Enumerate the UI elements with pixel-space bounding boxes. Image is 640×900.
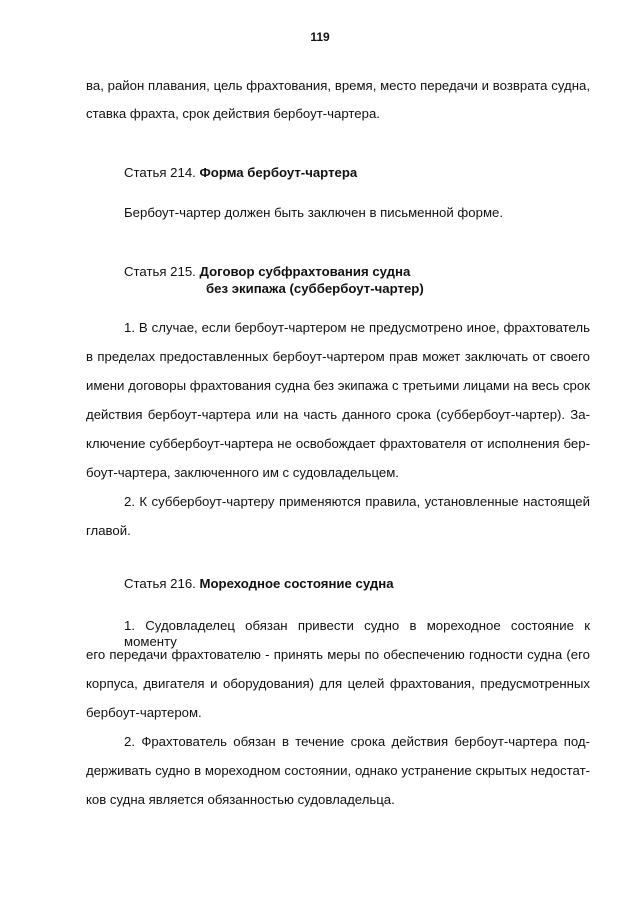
article-216-heading [124, 575, 394, 592]
article-215-p2-line-2: главой. [86, 523, 131, 538]
article-216-p1-line-3: корпуса, двигателя и оборудования) для целей фрахтования, предусмотренных [86, 676, 590, 691]
article-214-heading [124, 164, 357, 181]
article-215-p1-line-1: 1. В случае, если бербоут-чартером не предусмотрено иное, фрахтователь [124, 320, 590, 335]
article-216-title: Мореходное состояние судна [199, 576, 394, 591]
article-214-text: Бербоут-чартер должен быть заключен в письменной форме. [124, 205, 504, 220]
intro-line-1: ва, район плавания, цель фрахтования, время, место передачи и возврата судна, [86, 78, 590, 93]
article-216-p1-line-4: бербоут-чартером. [86, 705, 202, 720]
article-215-prefix: Статья 215. [124, 264, 196, 279]
article-216-p1-line-2: его передачи фрахтователю - принять меры по обеспечению годности судна (его [86, 647, 590, 662]
article-215-title-line-1: Договор субфрахтования судна [199, 264, 411, 279]
article-216-p2-line-1: 2. Фрахтователь обязан в течение срока действия бербоут-чартера под- [124, 734, 590, 749]
article-215-p1-line-2: в пределах предоставленных бербоут-чартером прав может заключать от своего [86, 349, 590, 364]
article-216-p1-line-1: 1. Судовладелец обязан привести судно в мореходное состояние к моменту [124, 618, 590, 649]
page-number: 119 [310, 30, 330, 44]
article-215-p2-line-1: 2. К суббербоут-чартеру применяются правила, установленные настоящей [124, 494, 590, 509]
article-215-p1-line-4: действия бербоут-чартера или на часть данного срока (суббербоут-чартер). За- [86, 407, 590, 422]
article-215-p1-line-5: ключение суббербоут-чартера не освобождает фрахтователя от исполнения бер- [86, 436, 590, 451]
article-216-prefix: Статья 216. [124, 576, 196, 591]
article-214-title: Форма бербоут-чартера [199, 165, 358, 180]
article-214-prefix: Статья 214. [124, 165, 196, 180]
article-215-title-line-2: без экипажа (суббербоут-чартер) [206, 281, 424, 296]
article-216-p2-line-2: держивать судно в мореходном состоянии, однако устранение скрытых недостат- [86, 763, 590, 778]
article-215-p1-line-6: боут-чартера, заключенного им с судовладельцем. [86, 465, 399, 480]
intro-line-2: ставка фрахта, срок действия бербоут-чартера. [86, 106, 380, 121]
article-215-p1-line-3: имени договоры фрахтования судна без экипажа с третьими лицами на весь срок [86, 378, 590, 393]
article-216-p2-line-3: ков судна является обязанностью судовладельца. [86, 792, 395, 807]
article-215-heading [124, 263, 424, 296]
